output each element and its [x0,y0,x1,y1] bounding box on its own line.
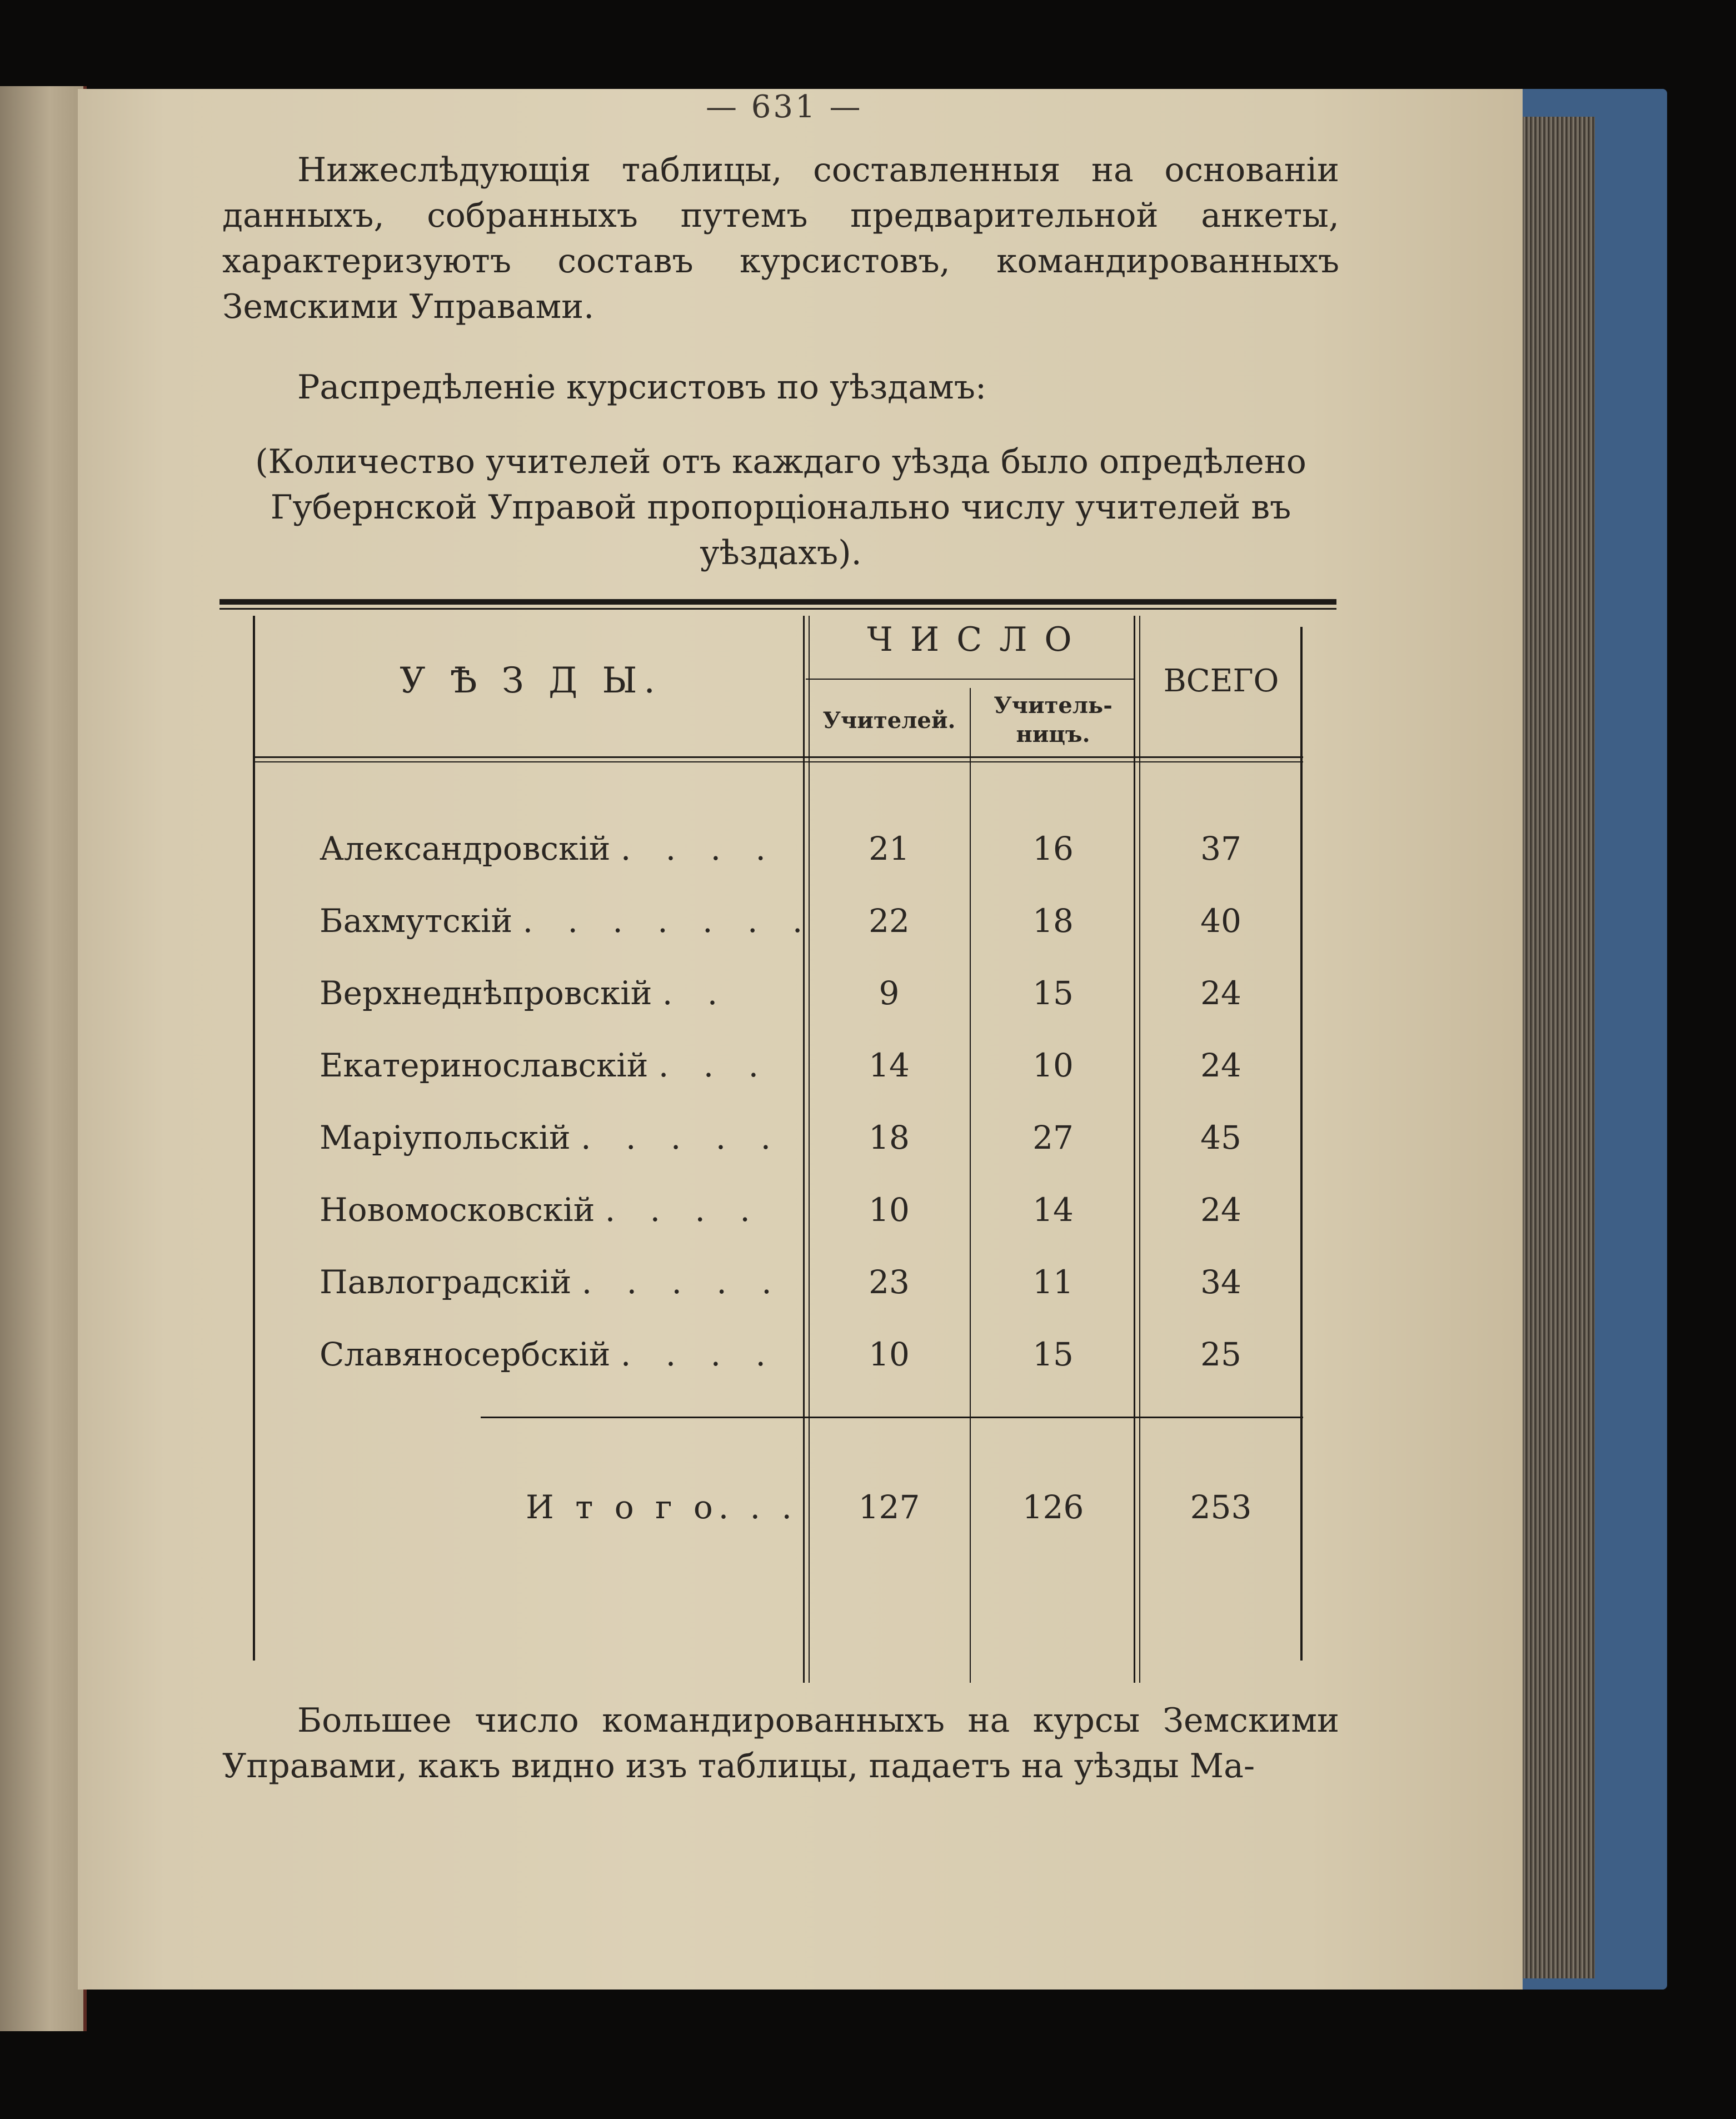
teachers-f-value: 15 [1032,1335,1074,1373]
teachers-f-value: 27 [1032,1119,1074,1156]
header-teachers-f-2: ницъ. [1016,721,1090,747]
totals-total-value: 253 [1190,1488,1252,1526]
leader-dots: . . . . . . . [522,902,815,940]
teachers-m-value: 18 [869,1119,910,1156]
district-name: Славяносербскій [320,1335,611,1373]
header-number-group: Ч И С Л О [867,620,1075,659]
teachers-m-value: 14 [869,1046,910,1084]
leader-dots: . . . . . [581,1119,784,1156]
table-note: (Количество учителей отъ каждаго уѣзда было опредѣлено Губернской Управой пропорціонально числу учителей въ уѣздахъ). [255,442,1306,572]
teachers-f-value: 15 [1032,974,1074,1012]
closing-paragraph: Большее число командированныхъ на курсы Земскими Управами, какъ видно изъ таблицы, падаетъ на уѣзды Ма- [222,1701,1339,1786]
total-value: 45 [1200,1119,1241,1156]
table-left-border [253,616,255,1661]
col-sep-1 [803,616,805,1683]
teachers-f-value: 16 [1032,830,1074,867]
total-value: 34 [1200,1263,1241,1301]
teachers-m-value: 10 [869,1335,910,1373]
leader-dots: . . [662,974,730,1012]
leader-dots: . . . . [620,830,778,867]
total-value: 40 [1200,902,1241,940]
section-subheading: Распредѣленіе курсистовъ по уѣздамъ: [297,368,987,407]
header-teachers-m: Учителей. [822,707,956,734]
leader-dots: . . . . . [581,1263,784,1301]
header-district: У Ѣ З Д Ы. [400,660,662,701]
header-teachers-f-1: Учитель- [994,692,1113,719]
header-total: ВСЕГО [1163,663,1279,699]
header-bottom-rule-2 [253,761,1303,762]
district-name: Бахмутскій [320,902,513,940]
teachers-f-value: 14 [1032,1191,1074,1229]
district-name: Александровскій [320,830,611,867]
table-top-rule [220,599,1336,605]
leader-dots: . . . . [620,1335,778,1373]
teachers-f-value: 18 [1032,902,1074,940]
total-value: 24 [1200,974,1241,1012]
teachers-m-value: 23 [869,1263,910,1301]
total-value: 24 [1200,1046,1241,1084]
district-name: Верхнеднѣпровскій [320,974,652,1012]
intro-paragraph: Нижеслѣдующія таблицы, составленныя на основаніи данныхъ, собранныхъ путемъ предварительной анкеты, характеризуютъ составъ курсистовъ, командированныхъ Земскими Управами. [222,151,1339,326]
teachers-m-value: 10 [869,1191,910,1229]
header-bottom-rule [253,756,1303,758]
totals-f-value: 126 [1022,1488,1084,1526]
leader-dots: . . . . [605,1191,762,1229]
district-name: Екатеринославскій [320,1046,648,1084]
teachers-m-value: 9 [879,974,900,1012]
teachers-f-value: 10 [1032,1046,1074,1084]
table-top-rule-thin [220,608,1336,610]
header-subrule [806,679,1134,680]
district-name: Маріупольскій [320,1119,571,1156]
teachers-m-value: 22 [869,902,910,940]
district-name: Павлоградскій [320,1263,572,1301]
totals-rule [481,1417,1303,1418]
teachers-m-value: 21 [869,830,910,867]
totals-m-value: 127 [858,1488,920,1526]
left-page-edge [0,86,87,2031]
total-value: 24 [1200,1191,1241,1229]
district-name: Новомосковскій [320,1191,595,1229]
total-value: 37 [1200,830,1241,867]
totals-label: И т о г о. . . [526,1488,797,1526]
leader-dots: . . . [658,1046,771,1084]
page-number: — 631 — [706,89,863,125]
teachers-f-value: 11 [1032,1263,1074,1301]
total-value: 25 [1200,1335,1241,1373]
districts-table [220,599,1336,1683]
